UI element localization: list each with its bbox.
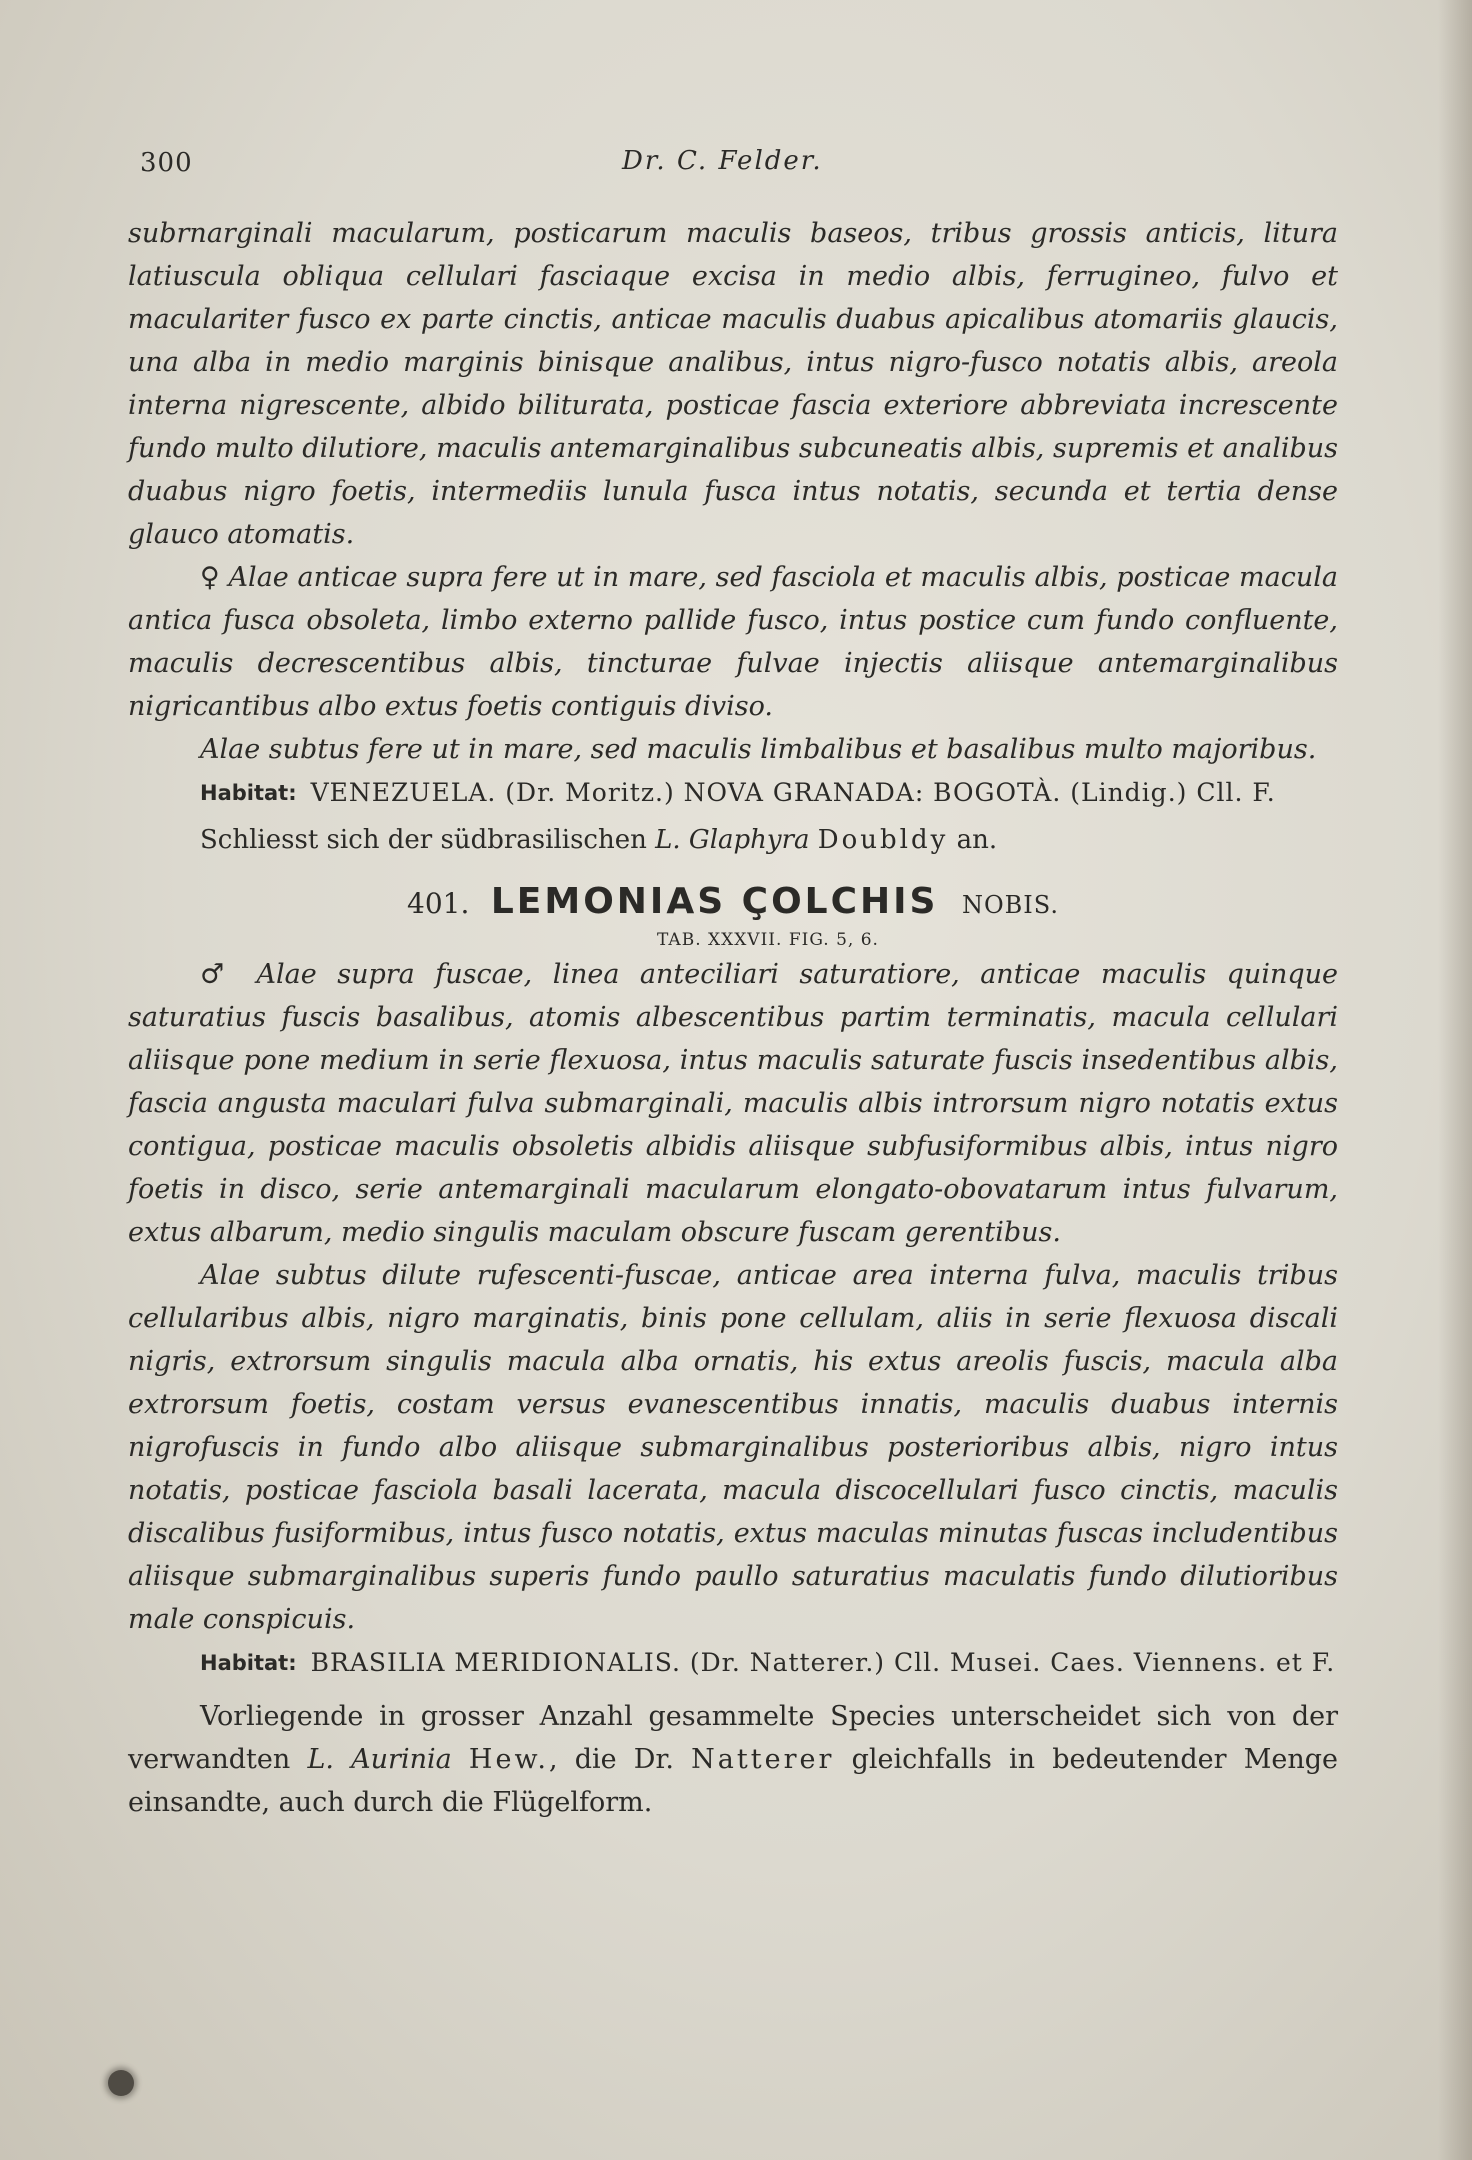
habitat-block-1 — [200, 775, 1338, 811]
remark-1 — [128, 819, 1338, 862]
species-author: NOBIS. — [961, 891, 1059, 919]
remark-2 — [128, 1695, 1338, 1824]
plate-reference: TAB. XXXVII. FIG. 5, 6. — [657, 930, 879, 950]
remark-author: Hew. — [468, 1744, 549, 1775]
habitat-label: Habitat: — [200, 1651, 297, 1675]
female-description: ♀ Alae anticae supra fere ut in mare, sed fasciola et maculis albis, posticae macula antica fusca obsoleta, limbo externo pallide fusco, intus postice cum fundo confluente, maculis decrescentibus albis, tincturae fulvae injectis aliisque antemarginalibus nigricantibus albo extus foetis contiguis diviso. — [128, 562, 1338, 722]
remark-person: Natterer — [691, 1744, 835, 1775]
female-underside-description: Alae subtus fere ut in mare, sed maculis limbalibus et basalibus multo majoribus. — [200, 734, 1317, 765]
male-description: ♂ Alae supra fuscae, linea anteciliari saturatiore, anticae maculis quinque saturatius fuscis basalibus, atomis albescentibus partim terminatis, macula cellulari aliisque pone medium in serie flexuosa, intus maculis saturate fuscis insedentibus albis, fascia angusta maculari fulva submarginali, maculis albis introrsum nigro notatis extus contigua, posticae maculis obsoletis albidis aliisque subfusiformibus albis, intus nigro foetis in disco, serie antemarginali macularum elongato-obovatarum intus fulvarum, extus albarum, medio singulis maculam obscure fuscam gerentibus. — [128, 959, 1338, 1248]
page-edge-shadow — [1438, 0, 1472, 2160]
remark-species: L. Glaphyra — [655, 825, 810, 855]
species-name: LEMONIAS ÇOLCHIS — [490, 881, 939, 922]
habitat-value: BRASILIA MERIDIONALIS. (Dr. Natterer.) Cll. Musei. Caes. Viennens. et F. — [310, 1648, 1336, 1677]
ink-blot — [108, 2070, 134, 2096]
species-number: 401. — [407, 887, 470, 920]
remark-species: L. Aurinia — [307, 1744, 452, 1775]
remark-text: Schliesst sich der südbrasilischen — [200, 825, 647, 855]
remark-text-mid: , die Dr. — [548, 1744, 674, 1775]
page-header — [140, 148, 1340, 188]
page-number: 300 — [140, 148, 193, 178]
habitat-block-2 — [200, 1645, 1338, 1681]
remark-text-end: an. — [956, 825, 998, 855]
running-head: Dr. C. Felder. — [622, 146, 823, 176]
remark-author: Doubldy — [817, 825, 949, 855]
habitat-value: VENEZUELA. (Dr. Moritz.) NOVA GRANADA: BOGOTÀ. (Lindig.) Cll. F. — [310, 778, 1276, 807]
remark-text: Vorliegende in grosser Anzahl gesammelte Species unterscheidet sich von der verwandten — [128, 1701, 1338, 1775]
underside-description: Alae subtus dilute rufescenti-fuscae, anticae area interna fulva, maculis tribus cellularibus albis, nigro marginatis, binis pone cellulam, aliis in serie flexuosa discali nigris, extrorsum singulis macula alba ornatis, his extus areolis fuscis, macula alba extrorsum foetis, costam versus evanescentibus innatis, maculis duabus internis nigrofuscis in fundo albo aliisque submarginalibus posterioribus albis, nigro intus notatis, posticae fasciola basali lacerata, macula discocellulari fusco cinctis, maculis discalibus fusiformibus, intus fusco notatis, extus maculas minutas fuscas includentibus aliisque submarginalibus superis fundo paullo saturatius maculatis fundo dilutioribus male conspicuis. — [128, 1260, 1338, 1635]
remark-text-end: gleichfalls in bedeutender Menge einsandte, auch durch die Flügelform. — [128, 1744, 1339, 1818]
species-heading — [128, 880, 1338, 927]
latin-description-continued: subrnarginali macularum, posticarum maculis baseos, tribus grossis anticis, litura latiuscula obliqua cellulari fasciaque excisa in medio albis, ferrugineo, fulvo et maculariter fusco ex parte cinctis, anticae maculis duabus apicalibus atomariis glaucis, una alba in medio marginis binisque analibus, intus nigro-fusco notatis albis, areola interna nigrescente, albido biliturata, posticae fascia exteriore abbreviata increscente fundo multo dilutiore, maculis antemarginalibus subcuneatis albis, supremis et analibus duabus nigro foetis, intermediis lunula fusca intus notatis, secunda et tertia dense glauco atomatis. — [128, 218, 1338, 550]
page-body — [128, 212, 1338, 1824]
habitat-label: Habitat: — [200, 781, 297, 805]
